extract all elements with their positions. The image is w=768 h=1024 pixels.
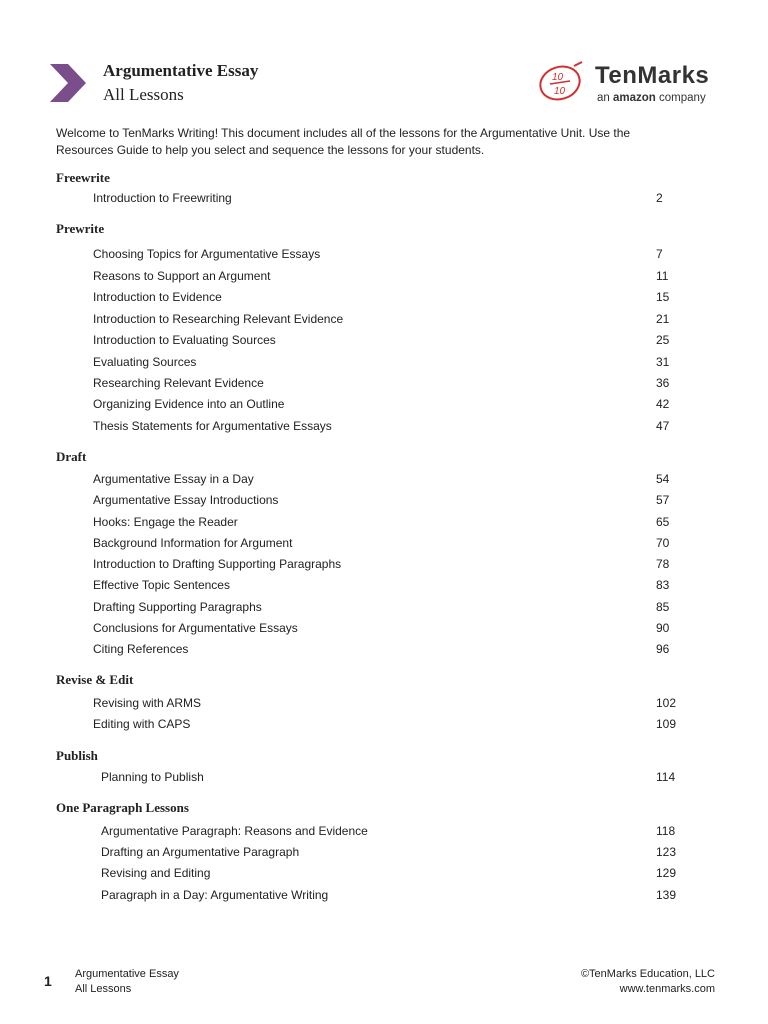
toc-label: Introduction to Researching Relevant Evidence (93, 312, 344, 326)
toc-row[interactable] (93, 269, 683, 285)
toc-label: Paragraph in a Day: Argumentative Writing (101, 888, 329, 902)
toc-row[interactable] (93, 621, 683, 637)
toc-row[interactable] (93, 376, 683, 392)
toc-label: Choosing Topics for Argumentative Essays (93, 247, 321, 261)
toc-row[interactable] (93, 419, 683, 435)
toc-label: Argumentative Essay Introductions (93, 493, 279, 507)
chevron-arrow-icon (50, 64, 86, 102)
toc-page: 54 (656, 472, 670, 486)
toc-label: Thesis Statements for Argumentative Essays (93, 419, 332, 433)
footer-copyright: ©TenMarks Education, LLC (580, 968, 715, 980)
toc-row[interactable] (93, 191, 683, 207)
toc-row[interactable] (93, 557, 683, 573)
toc-row[interactable] (101, 888, 683, 904)
footer-doc-subtitle: All Lessons (75, 983, 132, 995)
footer-doc-title: Argumentative Essay (75, 968, 179, 980)
toc-page: 31 (656, 355, 670, 369)
toc-label: Drafting Supporting Paragraphs (93, 600, 262, 614)
toc-row[interactable] (93, 536, 683, 552)
section-title-revise-edit: Revise & Edit (56, 672, 134, 687)
toc-page: 42 (656, 397, 670, 411)
toc-row[interactable] (93, 333, 683, 349)
toc-label: Introduction to Drafting Supporting Paragraphs (93, 557, 342, 571)
toc-label: Introduction to Evaluating Sources (93, 333, 276, 347)
document-subtitle: All Lessons (103, 85, 184, 104)
toc-page: 85 (656, 600, 670, 614)
toc-row[interactable] (93, 247, 683, 263)
logo-tagline (597, 92, 706, 104)
toc-page: 2 (656, 191, 663, 205)
toc-page: 129 (656, 866, 677, 880)
toc-row[interactable] (93, 397, 683, 413)
toc-label: Revising with ARMS (93, 696, 202, 710)
toc-page: 7 (656, 247, 663, 261)
toc-page: 21 (656, 312, 670, 326)
toc-label: Evaluating Sources (93, 355, 197, 369)
toc-page: 70 (656, 536, 670, 550)
toc-row[interactable] (93, 642, 683, 658)
footer-doc-info (75, 967, 179, 997)
toc-label: Revising and Editing (101, 866, 211, 880)
footer-page-number: 1 (44, 973, 52, 989)
toc-page: 96 (656, 642, 670, 656)
section-title-draft: Draft (56, 449, 87, 464)
section-title-one-paragraph: One Paragraph Lessons (56, 800, 189, 815)
toc-page: 90 (656, 621, 670, 635)
svg-text:10: 10 (554, 86, 566, 97)
toc-page: 114 (656, 770, 676, 784)
toc-label: Reasons to Support an Argument (93, 269, 271, 283)
toc-label: Citing References (93, 642, 189, 656)
toc-page: 139 (656, 888, 677, 902)
toc-label: Organizing Evidence into an Outline (93, 397, 285, 411)
toc-label: Introduction to Evidence (93, 290, 222, 304)
toc-row[interactable] (93, 290, 683, 306)
score-badge-icon (536, 60, 586, 104)
toc-page: 25 (656, 333, 670, 347)
toc-page: 109 (656, 717, 677, 731)
toc-page: 123 (656, 845, 677, 859)
tenmarks-logo (536, 58, 726, 108)
toc-page: 47 (656, 419, 670, 433)
toc-label: Researching Relevant Evidence (93, 376, 264, 390)
toc-page: 11 (656, 269, 669, 283)
section-title-publish: Publish (56, 748, 98, 763)
toc-label: Effective Topic Sentences (93, 578, 230, 592)
toc-row[interactable] (93, 578, 683, 594)
toc-page: 15 (656, 290, 670, 304)
toc-row[interactable] (93, 472, 683, 488)
toc-label: Hooks: Engage the Reader (93, 515, 238, 529)
toc-page: 83 (656, 578, 670, 592)
toc-row[interactable] (93, 312, 683, 328)
toc-row[interactable] (93, 493, 683, 509)
toc-label: Introduction to Freewriting (93, 191, 232, 205)
logo-wordmark: TenMarks (595, 62, 710, 89)
toc-label: Drafting an Argumentative Paragraph (101, 845, 300, 859)
toc-row[interactable] (101, 845, 683, 861)
section-title-prewrite: Prewrite (56, 221, 105, 236)
svg-text:10: 10 (552, 72, 564, 83)
toc-page: 78 (656, 557, 670, 571)
section-title-freewrite: Freewrite (56, 170, 110, 185)
toc-row[interactable] (93, 717, 683, 733)
toc-page: 102 (656, 696, 677, 710)
toc-row[interactable] (93, 515, 683, 531)
toc-row[interactable] (93, 696, 683, 712)
toc-page: 36 (656, 376, 670, 390)
toc-label: Editing with CAPS (93, 717, 191, 731)
toc-page: 57 (656, 493, 670, 507)
toc-label: Conclusions for Argumentative Essays (93, 621, 298, 635)
toc-label: Argumentative Paragraph: Reasons and Evidence (101, 824, 368, 838)
toc-row[interactable] (93, 600, 683, 616)
document-title: Argumentative Essay (103, 61, 259, 80)
toc-label: Planning to Publish (101, 770, 204, 784)
tagline-suffix: company (659, 92, 706, 104)
footer-website-link[interactable]: www.tenmarks.com (619, 983, 715, 995)
toc-row[interactable] (93, 355, 683, 371)
toc-row[interactable] (101, 824, 683, 840)
toc-page: 118 (656, 824, 676, 838)
intro-paragraph: Welcome to TenMarks Writing! This document includes all of the lessons for the Argumentative Unit. Use the Resources Guide to help you select and sequence the lessons for your students. (56, 126, 631, 157)
toc-page: 65 (656, 515, 670, 529)
toc-row[interactable] (101, 770, 683, 786)
toc-row[interactable] (101, 866, 683, 882)
toc-label: Argumentative Essay in a Day (93, 472, 254, 486)
footer-company-info (581, 967, 715, 997)
tagline-prefix: an (597, 92, 610, 104)
toc-label: Background Information for Argument (93, 536, 293, 550)
tagline-brand: amazon (613, 92, 656, 104)
